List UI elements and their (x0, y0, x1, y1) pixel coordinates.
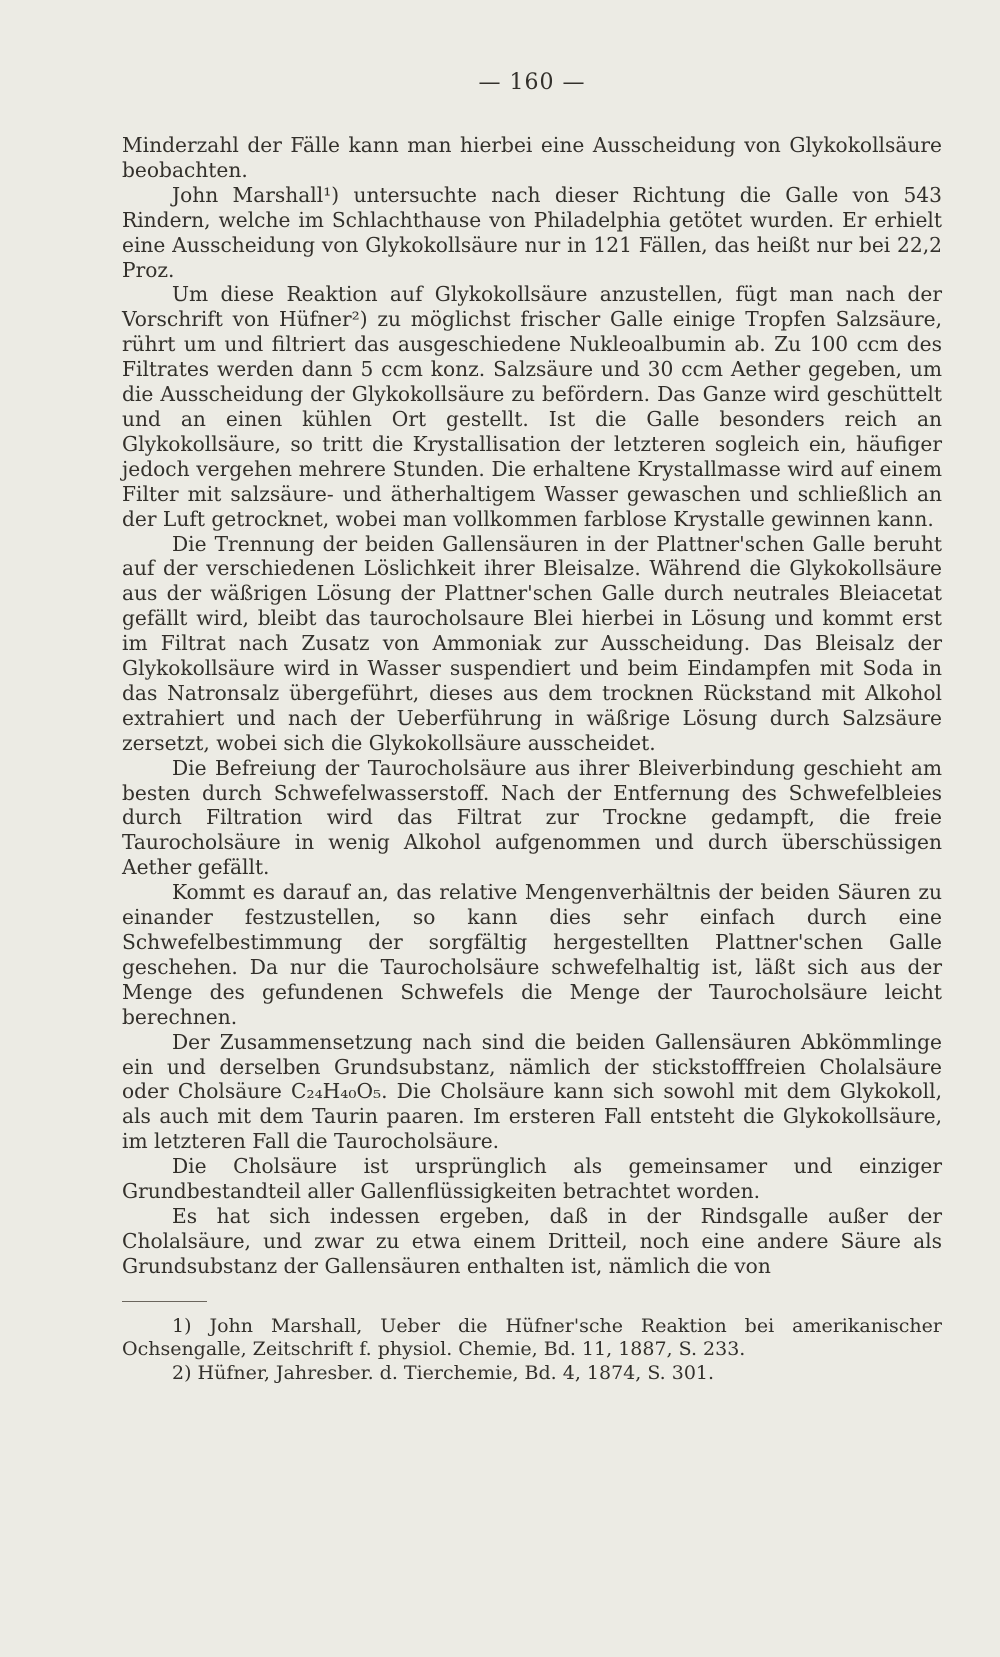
paragraph: Minderzahl der Fälle kann man hierbei eine Ausscheidung von Glykokollsäure beobachten. (122, 133, 942, 182)
footnotes (122, 1315, 942, 1386)
paragraph: Die Cholsäure ist ursprünglich als gemeinsamer und einziger Grundbestandteil aller Gallenflüssigkeiten betrachtet worden. (122, 1154, 942, 1204)
paragraph: John Marshall¹) untersuchte nach dieser Richtung die Galle von 543 Rindern, welche im Schlachthause von Philadelphia getötet wurden. Er erhielt eine Ausscheidung von Glykokollsäure nur in 121 Fällen, das heißt nur bei 22,2 Proz. (122, 182, 942, 282)
footnote: 2) Hüfner, Jahresber. d. Tierchemie, Bd. 4, 1874, S. 301. (172, 1361, 715, 1384)
paragraph: Die Trennung der beiden Gallensäuren in der Plattner'schen Galle beruht auf der verschiedenen Löslichkeit ihrer Bleisalze. Während die Glykokollsäure aus der wäßrigen Lösung der Plattner'schen Galle durch neutrales Bleiacetat gefällt wird, bleibt das taurocholsaure Blei hierbei in Lösung und kommt erst im Filtrat nach Zusatz von Ammoniak zur Ausscheidung. Das Bleisalz der Glykokollsäure wird in Wasser suspendiert und beim Eindampfen mit Soda in das Natronsalz übergeführt, dieses aus dem trocknen Rückstand mit Alkohol extrahiert und nach der Ueberführung in wäßrige Lösung durch Salzsäure zersetzt, wobei sich die Glykokollsäure ausscheidet. (122, 531, 942, 755)
paragraph: Um diese Reaktion auf Glykokollsäure anzustellen, fügt man nach der Vorschrift von Hüfner²) zu möglichst frischer Galle einige Tropfen Salzsäure, rührt um und filtriert das ausgeschiedene Nukleoalbumin ab. Zu 100 ccm des Filtrates werden dann 5 ccm konz. Salzsäure und 30 ccm Aether gegeben, um die Ausscheidung der Glykokollsäure zu befördern. Das Ganze wird geschüttelt und an einen kühlen Ort gestellt. Ist die Galle besonders reich an Glykokollsäure, so tritt die Krystallisation der letzteren sogleich ein, häufiger jedoch vergehen mehrere Stunden. Die erhaltene Krystallmasse wird auf einem Filter mit salzsäure- und ätherhaltigem Wasser gewaschen und schließlich an der Luft getrocknet, wobei man vollkommen farblose Krystalle gewinnen kann. (122, 282, 942, 531)
footnote-divider (122, 1301, 207, 1302)
paragraph: Es hat sich indessen ergeben, daß in der Rindsgalle außer der Cholalsäure, und zwar zu etwa einem Dritteil, noch eine andere Säure als Grundsubstanz der Gallensäuren enthalten ist, nämlich die von (122, 1203, 942, 1278)
paragraph: Die Befreiung der Taurocholsäure aus ihrer Bleiverbindung geschieht am besten durch Schwefelwasserstoff. Nach der Entfernung des Schwefelbleies durch Filtration wird das Filtrat zur Trockne gedampft, die freie Taurocholsäure in wenig Alkohol aufgenommen und durch überschüssigen Aether gefällt. (122, 755, 942, 880)
paragraph: Kommt es darauf an, das relative Mengenverhältnis der beiden Säuren zu einander festzustellen, so kann dies sehr einfach durch eine Schwefelbestimmung der sorgfältig hergestellten Plattner'schen Galle geschehen. Da nur die Taurocholsäure schwefelhaltig ist, läßt sich aus der Menge des gefundenen Schwefels die Menge der Taurocholsäure leicht berechnen. (122, 880, 942, 1029)
paragraph: Der Zusammensetzung nach sind die beiden Gallensäuren Abkömmlinge ein und derselben Grundsubstanz, nämlich der stickstofffreien Cholalsäure oder Cholsäure C₂₄H₄₀O₅. Die Cholsäure kann sich sowohl mit dem Glykokoll, als auch mit dem Taurin paaren. Im ersteren Fall entsteht die Glykokollsäure, im letzteren Fall die Taurocholsäure. (122, 1029, 942, 1154)
body-text (122, 133, 942, 1279)
page-number: — 160 — (478, 70, 586, 95)
footnote: 1) John Marshall, Ueber die Hüfner'sche Reaktion bei amerikanischer Ochsengalle, Zeitschrift f. physiol. Chemie, Bd. 11, 1887, S. 233. (122, 1314, 942, 1361)
